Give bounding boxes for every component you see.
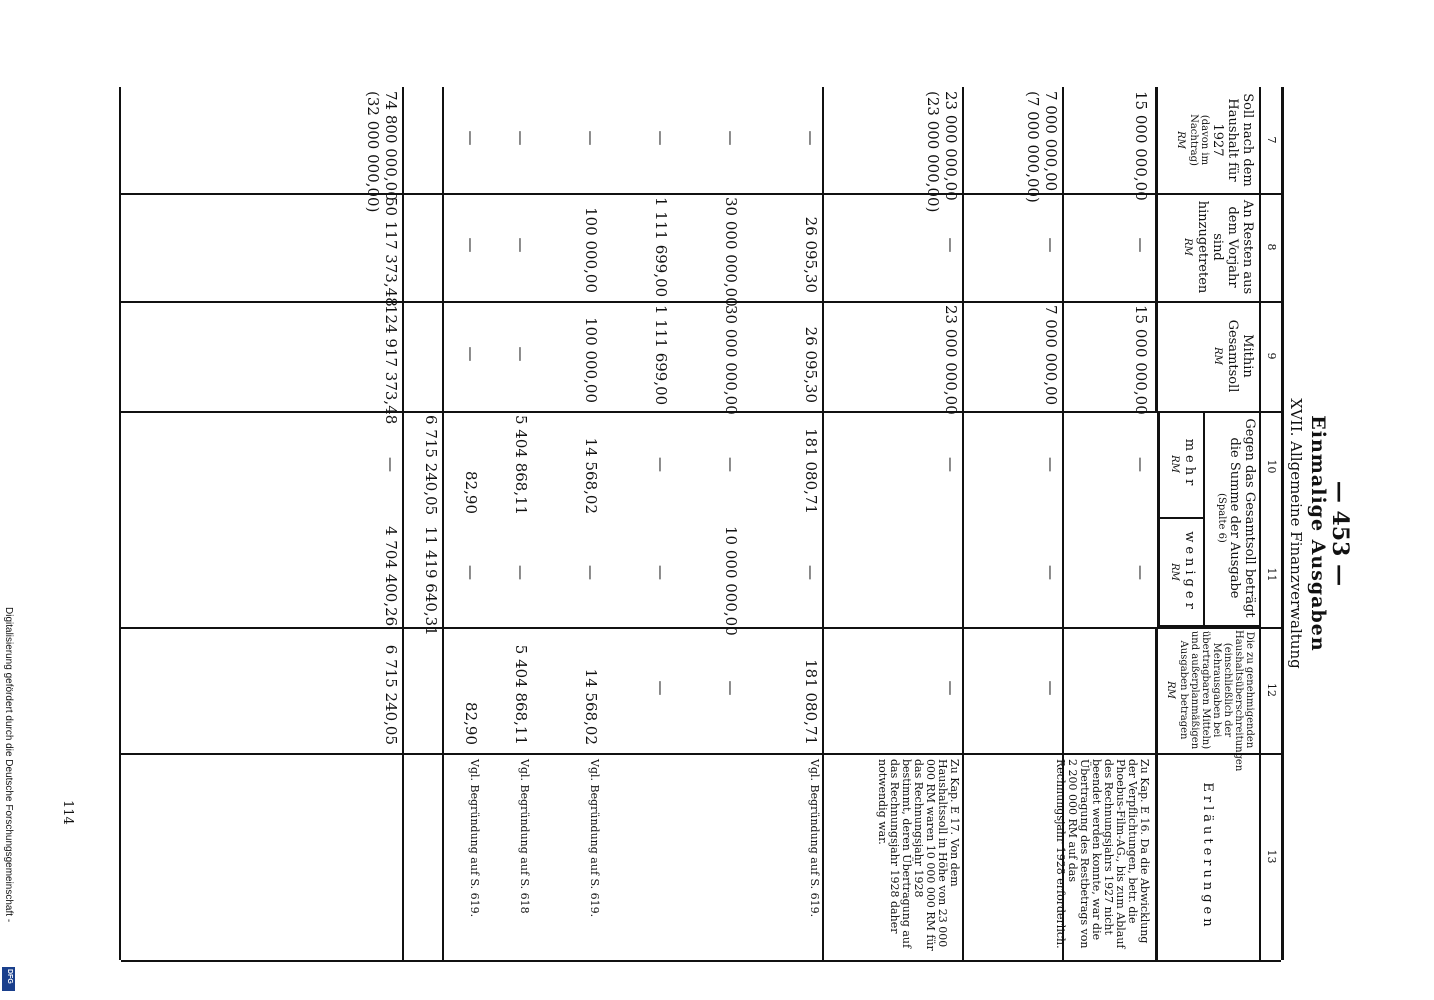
total-gesamtsoll: 124 917 373,48 bbox=[382, 305, 400, 425]
table-body bbox=[121, 87, 1154, 960]
cell-mehr: — bbox=[1042, 457, 1060, 472]
total-soll-nachtrag: (32 000 000,00) bbox=[364, 91, 382, 213]
total-soll-value: 74 800 000,00 bbox=[382, 91, 400, 201]
cell-mehr: 14 568,02 bbox=[582, 437, 600, 514]
cell-ueberschreitung: 5 404 868,11 bbox=[512, 644, 530, 745]
rotated-page bbox=[67, 67, 1367, 1000]
cell-ueberschreitung: 82,90 bbox=[462, 702, 480, 745]
page-number: — 453 — bbox=[1327, 480, 1353, 587]
cell-reste: — bbox=[462, 237, 480, 253]
cell-weniger: — bbox=[462, 565, 480, 580]
cell-erlaeuterung: Vgl. Begründung auf S. 619. bbox=[588, 759, 601, 918]
archive-page-number-text: 114 bbox=[60, 800, 75, 825]
column-number: 8 bbox=[1259, 193, 1281, 301]
digitization-credit-text: Digitalisierung gefördert durch die Deutsche Forschungsgemeinschaft - bbox=[3, 607, 14, 923]
subheader-more bbox=[1157, 411, 1203, 519]
cell-mehr: 181 080,71 bbox=[802, 428, 820, 514]
dfg-logo-icon bbox=[2, 967, 15, 991]
cell-gesamtsoll: 100 000,00 bbox=[582, 317, 600, 403]
cell-reste: — bbox=[1132, 237, 1150, 253]
column-unit: RM bbox=[1169, 455, 1180, 473]
total-reste: 50 117 373,48 bbox=[382, 197, 400, 307]
subheader-less-text: weniger bbox=[1182, 531, 1197, 613]
chapter-title: XVII. Allgemeine Finanzverwaltung bbox=[1287, 398, 1305, 669]
cell-reste: 26 095,30 bbox=[802, 216, 820, 293]
cell-soll bbox=[964, 87, 1064, 203]
column-number: 10 bbox=[1259, 411, 1281, 522]
section-title: Einmalige Ausgaben bbox=[1307, 415, 1329, 652]
table-row bbox=[744, 87, 824, 960]
cell-erlaeuterung: Zu Kap. E 16. Da die Abwicklung der Verpflichtungen, betr. die Phoebus-Film-AG., bis zum Ablauf des Rechnungsjahrs 1927 nicht beendet werden konnte, war die Übertragung des Restbetrags von 2 200 000 RM auf das Rechnungsjahr 1928 erforderlich. bbox=[1054, 759, 1151, 949]
table-row bbox=[484, 87, 534, 960]
cell-reste: 100 000,00 bbox=[582, 207, 600, 293]
cell-mehr: — bbox=[1132, 457, 1150, 472]
total-soll bbox=[344, 87, 404, 213]
column-header bbox=[1155, 627, 1259, 772]
cell-gesamtsoll: — bbox=[512, 346, 530, 362]
digitization-credit bbox=[2, 607, 14, 987]
cell-soll-nachtrag: (7 000 000,00) bbox=[1024, 91, 1042, 203]
table-row bbox=[822, 87, 964, 960]
column-unit: RM bbox=[1175, 131, 1186, 149]
total-ueberschreitung: 6 715 240,05 bbox=[382, 644, 400, 745]
cell-gesamtsoll: 26 095,30 bbox=[802, 326, 820, 403]
total-row bbox=[344, 87, 404, 960]
column-header bbox=[1155, 753, 1259, 960]
cell-mehr: — bbox=[942, 457, 960, 472]
cell-reste: 1 111 699,00 bbox=[652, 197, 670, 298]
cell-ueberschreitung: — bbox=[1042, 680, 1060, 696]
total-weniger: 4 704 400,26 bbox=[382, 526, 400, 627]
cell-erlaeuterung: Vgl. Begründung auf S. 619. bbox=[468, 759, 481, 918]
column-unit: RM bbox=[1165, 681, 1176, 699]
column-header-text: Mithin Gesamtsoll bbox=[1225, 319, 1255, 393]
cell-reste: — bbox=[512, 237, 530, 253]
cell-gesamtsoll: 23 000 000,00 bbox=[942, 305, 960, 415]
table-row bbox=[604, 87, 674, 960]
subheader-more-text: mehr bbox=[1182, 438, 1197, 490]
cell-soll: 15 000 000,00 bbox=[1132, 91, 1150, 201]
cell-reste: — bbox=[1042, 237, 1060, 253]
cell-gesamtsoll: 15 000 000,00 bbox=[1132, 305, 1150, 415]
cell-ueberschreitung: 181 080,71 bbox=[802, 659, 820, 745]
cell-soll: — bbox=[462, 130, 480, 146]
column-number: 12 bbox=[1259, 627, 1281, 753]
cell-mehr: — bbox=[722, 457, 740, 472]
group-header-note: (Spalte 6) bbox=[1216, 493, 1227, 543]
cell-mehr: 5 404 868,11 bbox=[512, 415, 530, 516]
cell-weniger: — bbox=[1132, 565, 1150, 580]
cell-weniger: — bbox=[802, 565, 820, 580]
column-number: 11 bbox=[1259, 522, 1281, 627]
cell-weniger bbox=[824, 522, 964, 627]
column-header-text: Soll nach dem Haushalt für 1927 bbox=[1210, 93, 1255, 187]
column-number: 7 bbox=[1259, 87, 1281, 193]
table-row bbox=[534, 87, 604, 960]
cell-soll-nachtrag: (23 000 000,00) bbox=[924, 91, 942, 213]
cell-weniger: 10 000 000,00 bbox=[722, 526, 740, 636]
column-unit: RM bbox=[1169, 563, 1180, 581]
subtotal-row bbox=[402, 87, 444, 960]
cell-weniger: — bbox=[652, 565, 670, 580]
cell-soll: — bbox=[652, 130, 670, 146]
column-number: 9 bbox=[1259, 301, 1281, 411]
cell-soll-value: 23 000 000,00 bbox=[942, 91, 960, 201]
subheader-less bbox=[1157, 519, 1203, 625]
column-header-text: Die zu genehmigenden Haushaltsüberschreitungen (einschließlich der Mehrausgaben bei übertragbaren Mitteln) und außerplanmäßigen Ausgaben betragen bbox=[1178, 630, 1255, 772]
column-header bbox=[1155, 193, 1259, 301]
column-unit: RM bbox=[1182, 238, 1193, 256]
cell-weniger: — bbox=[512, 565, 530, 580]
subtotal-mehr: 6 715 240,05 bbox=[422, 415, 440, 516]
column-unit: RM bbox=[1212, 347, 1223, 365]
group-header-text: Gegen das Gesamtsoll beträgt die Summe der Ausgabe bbox=[1227, 418, 1257, 618]
cell-soll: — bbox=[582, 130, 600, 146]
cell-soll-value: 7 000 000,00 bbox=[1042, 91, 1060, 192]
cell-gesamtsoll: 30 000 000,00 bbox=[722, 305, 740, 415]
cell-ueberschreitung: — bbox=[722, 680, 740, 696]
cell-mehr: — bbox=[652, 457, 670, 472]
group-header bbox=[1203, 411, 1261, 625]
cell-gesamtsoll: 7 000 000,00 bbox=[1042, 305, 1060, 406]
total-mehr: — bbox=[382, 457, 400, 472]
table-row bbox=[674, 87, 744, 960]
column-header-group bbox=[1157, 411, 1261, 627]
column-header bbox=[1155, 87, 1259, 193]
cell-soll: — bbox=[802, 130, 820, 146]
column-header-note: (davon im Nachtrag) bbox=[1188, 114, 1210, 166]
cell-erlaeuterung: Vgl. Begründung auf S. 618 bbox=[518, 759, 531, 914]
group-subheaders bbox=[1157, 411, 1203, 625]
cell-weniger: — bbox=[582, 565, 600, 580]
table-row bbox=[442, 87, 484, 960]
cell-ueberschreitung: — bbox=[652, 680, 670, 696]
cell-gesamtsoll: — bbox=[462, 346, 480, 362]
column-header-text: Erläuterungen bbox=[1200, 782, 1215, 931]
cell-soll: — bbox=[512, 130, 530, 146]
cell-soll: — bbox=[722, 130, 740, 146]
expenditure-table bbox=[119, 87, 1284, 960]
document-page bbox=[67, 67, 1367, 1000]
cell-ueberschreitung bbox=[1064, 627, 1154, 753]
cell-reste: — bbox=[942, 237, 960, 253]
cell-ueberschreitung: 14 568,02 bbox=[582, 668, 600, 745]
table-row bbox=[1054, 87, 1154, 960]
column-number: 13 bbox=[1259, 753, 1281, 960]
cell-reste: 30 000 000,00 bbox=[722, 197, 740, 307]
cell-weniger: — bbox=[1042, 565, 1060, 580]
cell-soll bbox=[824, 87, 964, 213]
cell-erlaeuterung: Zu Kap. E 17. Von dem Haushaltssoll in Höhe von 23 000 000 RM waren 10 000 000 RM für das Rechnungsjahr 1928 bestimmt, deren Übertragung auf das Rechnungsjahr 1928 daher notwendig war. bbox=[876, 759, 961, 951]
dfg-logo-text: DFG bbox=[6, 969, 13, 984]
cell-gesamtsoll: 1 111 699,00 bbox=[652, 305, 670, 406]
cell-erlaeuterung: Vgl. Begründung auf S. 619. bbox=[808, 759, 821, 918]
column-header-text: An Resten aus dem Vorjahr sind hinzugetreten bbox=[1195, 199, 1255, 295]
cell-ueberschreitung: — bbox=[942, 680, 960, 696]
subtotal-weniger: 11 419 640,31 bbox=[422, 526, 440, 636]
column-header bbox=[1155, 301, 1259, 411]
cell-mehr: 82,90 bbox=[462, 471, 480, 514]
